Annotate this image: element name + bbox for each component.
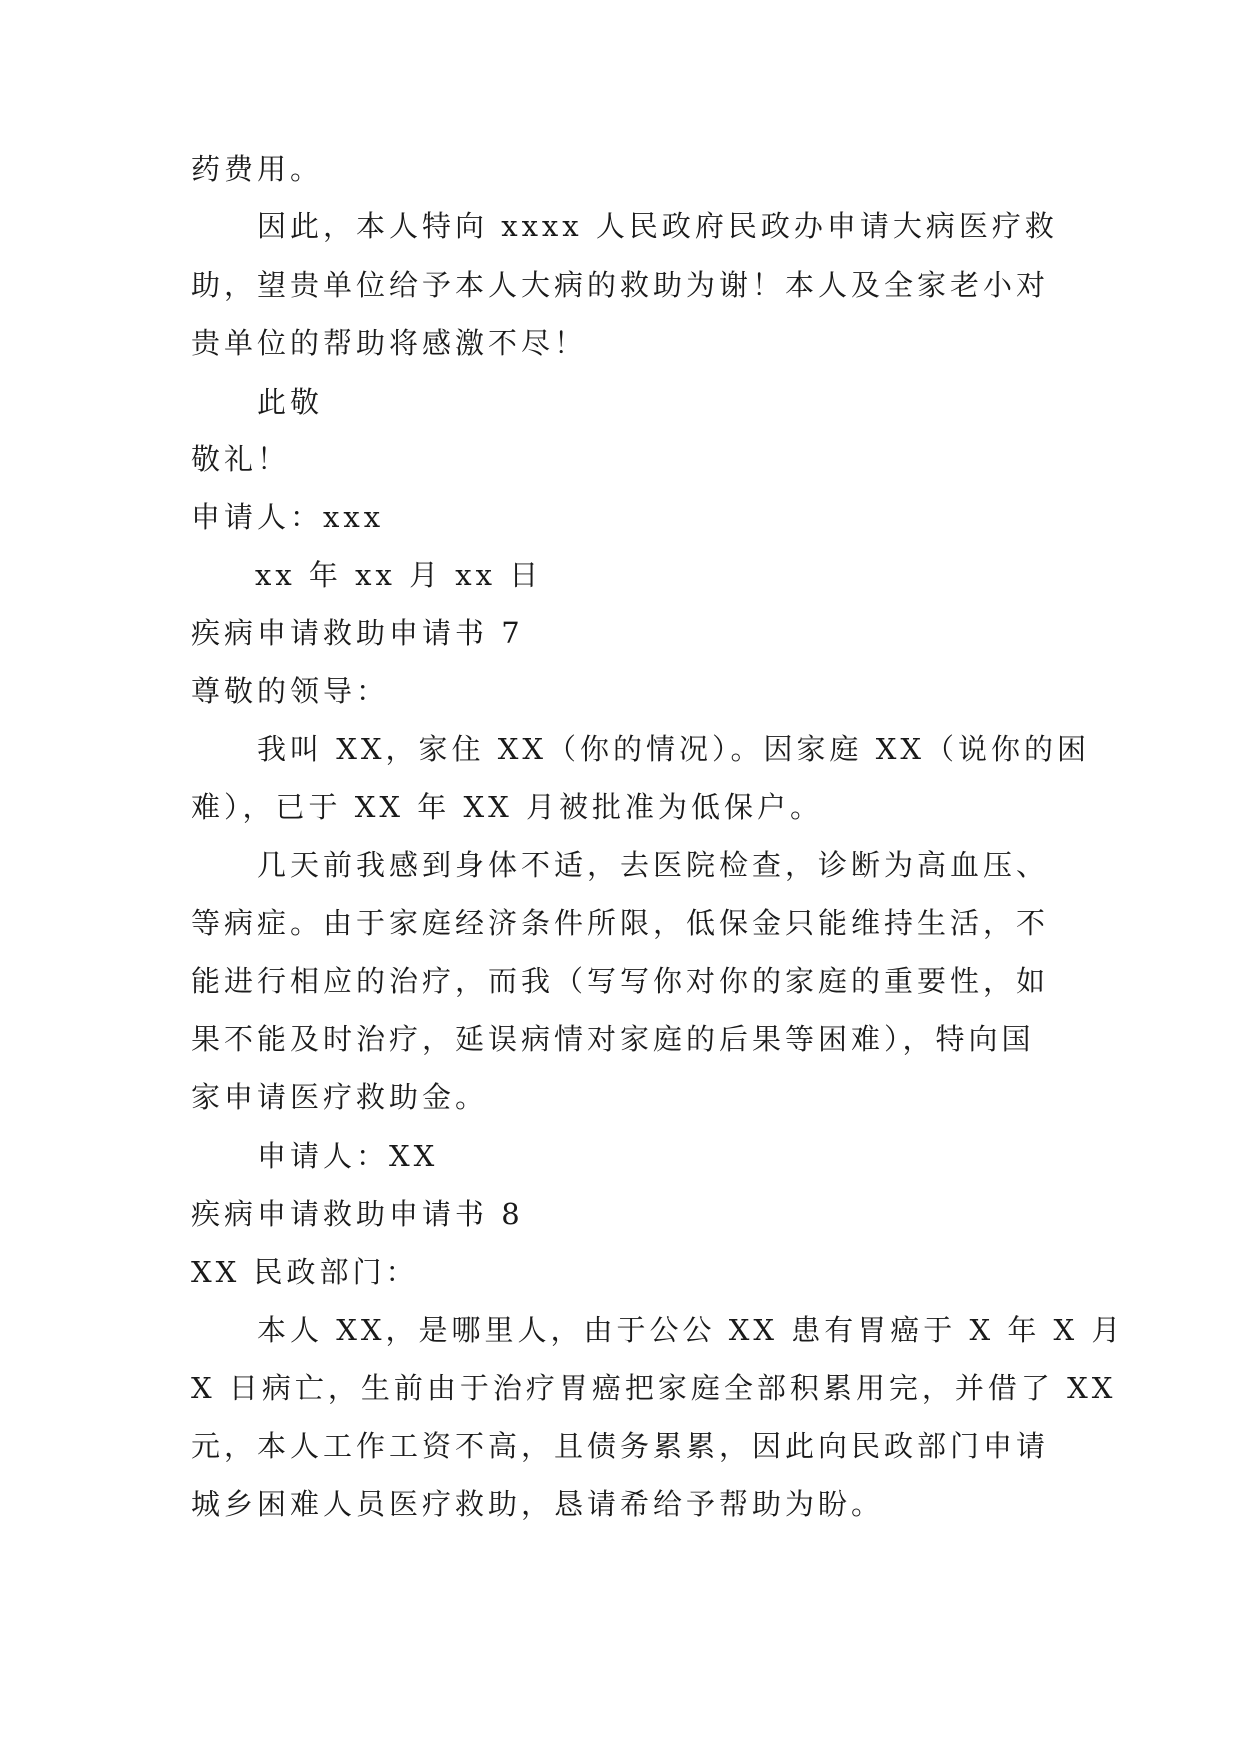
text-line-18: 申请人：XX — [257, 1139, 439, 1173]
text-line-3: 助，望贵单位给予本人大病的救助为谢！本人及全家老小对 — [191, 268, 1050, 302]
text-line-2: 因此，本人特向 xxxx 人民政府民政办申请大病医疗救 — [257, 209, 1058, 243]
text-line-5: 此敬 — [257, 385, 324, 419]
text-line-14: 等病症。由于家庭经济条件所限，低保金只能维持生活，不 — [191, 906, 1050, 940]
text-line-17: 家申请医疗救助金。 — [191, 1080, 489, 1114]
text-line-1: 药费用。 — [191, 152, 324, 186]
text-line-9: 疾病申请救助申请书 7 — [191, 616, 524, 650]
text-line-22: X 日病亡，生前由于治疗胃癌把家庭全部积累用完，并借了 XX — [191, 1371, 1117, 1405]
text-line-11: 我叫 XX，家住 XX（你的情况）。因家庭 XX（说你的困 — [257, 732, 1091, 766]
text-line-10: 尊敬的领导： — [191, 674, 390, 708]
text-line-6: 敬礼！ — [191, 442, 291, 476]
text-line-21: 本人 XX，是哪里人，由于公公 XX 患有胃癌于 X 年 X 月 — [257, 1313, 1125, 1347]
text-line-7: 申请人：xxx — [191, 500, 385, 534]
text-line-4: 贵单位的帮助将感激不尽！ — [191, 326, 588, 360]
text-line-13: 几天前我感到身体不适，去医院检查，诊断为高血压、 — [257, 848, 1050, 882]
text-line-16: 果不能及时治疗，延误病情对家庭的后果等困难），特向国 — [191, 1022, 1035, 1056]
text-line-19: 疾病申请救助申请书 8 — [191, 1197, 524, 1231]
text-line-12: 难），已于 XX 年 XX 月被批准为低保户。 — [191, 790, 823, 824]
text-line-15: 能进行相应的治疗，而我（写写你对你的家庭的重要性，如 — [191, 964, 1050, 998]
text-line-24: 城乡困难人员医疗救助，恳请希给予帮助为盼。 — [191, 1487, 885, 1521]
text-line-23: 元，本人工作工资不高，且债务累累，因此向民政部门申请 — [191, 1429, 1050, 1463]
text-line-20: XX 民政部门： — [191, 1255, 419, 1289]
text-line-8: xx 年 xx 月 xx 日 — [255, 558, 543, 592]
